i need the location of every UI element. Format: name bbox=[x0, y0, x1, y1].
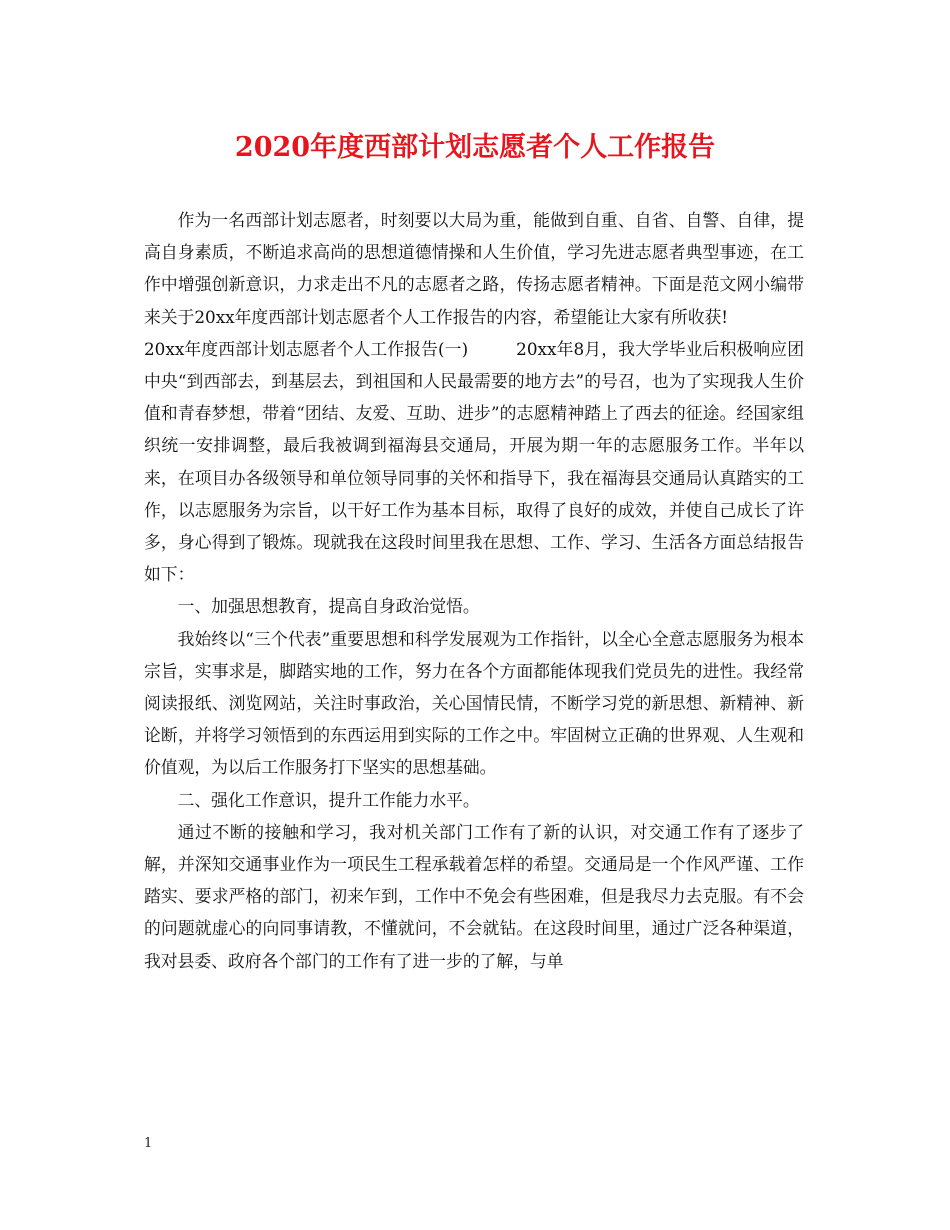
report-heading: 20xx年度西部计划志愿者个人工作报告(一) bbox=[144, 338, 469, 359]
section-one-paragraph: 我始终以“三个代表”重要思想和科学发展观为工作指针，以全心全意志愿服务为根本宗旨，实事求是，脚踏实地的工作，努力在各个方面都能体现我们党员先的进性。我经常阅读报纸、浏览网站，关注时事政治，关心国情民情，不断学习党的新思想、新精神、新论断，并将学习领悟到的东西运用到实际的工作之中。牢固树立正确的世界观、人生观和价值观，为以后工作服务打下坚实的思想基础。 bbox=[144, 628, 804, 778]
report-paragraph bbox=[144, 333, 804, 591]
document-title: 2020年度西部计划志愿者个人工作报告 bbox=[234, 132, 716, 163]
document-body bbox=[144, 204, 804, 977]
page-number: 1 bbox=[144, 1136, 153, 1151]
intro-paragraph: 作为一名西部计划志愿者，时刻要以大局为重，能做到自重、自省、自警、自律，提高自身素质，不断追求高尚的思想道德情操和人生价值，学习先进志愿者典型事迹，在工作中增强创新意识，力求走出不凡的志愿者之路，传扬志愿者精神。下面是范文网小编带来关于20xx年度西部计划志愿者个人工作报告的内容，希望能让大家有所收获! bbox=[144, 210, 804, 327]
report-intro-text: 20xx年8月，我大学毕业后积极响应团中央“到西部去，到基层去，到祖国和人民最需要的地方去”的号召，也为了实现我人生价值和青春梦想，带着“团结、友爱、互助、进步”的志愿精神踏上了西去的征途。经国家组织统一安排调整，最后我被调到福海县交通局，开展为期一年的志愿服务工作。半年以来，在项目办各级领导和单位领导同事的关怀和指导下，我在福海县交通局认真踏实的工作，以志愿服务为宗旨，以干好工作为基本目标，取得了良好的成效，并使自己成长了许多，身心得到了锻炼。现就我在这段时间里我在思想、工作、学习、生活各方面总结报告如下： bbox=[144, 338, 804, 585]
section-two-heading: 二、强化工作意识，提升工作能力水平。 bbox=[177, 789, 480, 810]
section-two-paragraph: 通过不断的接触和学习，我对机关部门工作有了新的认识，对交通工作有了逐步了解，并深知交通事业作为一项民生工程承载着怎样的希望。交通局是一个作风严谨、工作踏实、要求严格的部门，初来乍到，工作中不免会有些困难，但是我尽力去克服。有不会的问题就虚心的向同事请教，不懂就问，不会就钻。在这段时间里，通过广泛各种渠道，我对县委、政府各个部门的工作有了进一步的了解，与单 bbox=[144, 821, 804, 971]
section-one-heading: 一、加强思想教育，提高自身政治觉悟。 bbox=[177, 596, 480, 617]
